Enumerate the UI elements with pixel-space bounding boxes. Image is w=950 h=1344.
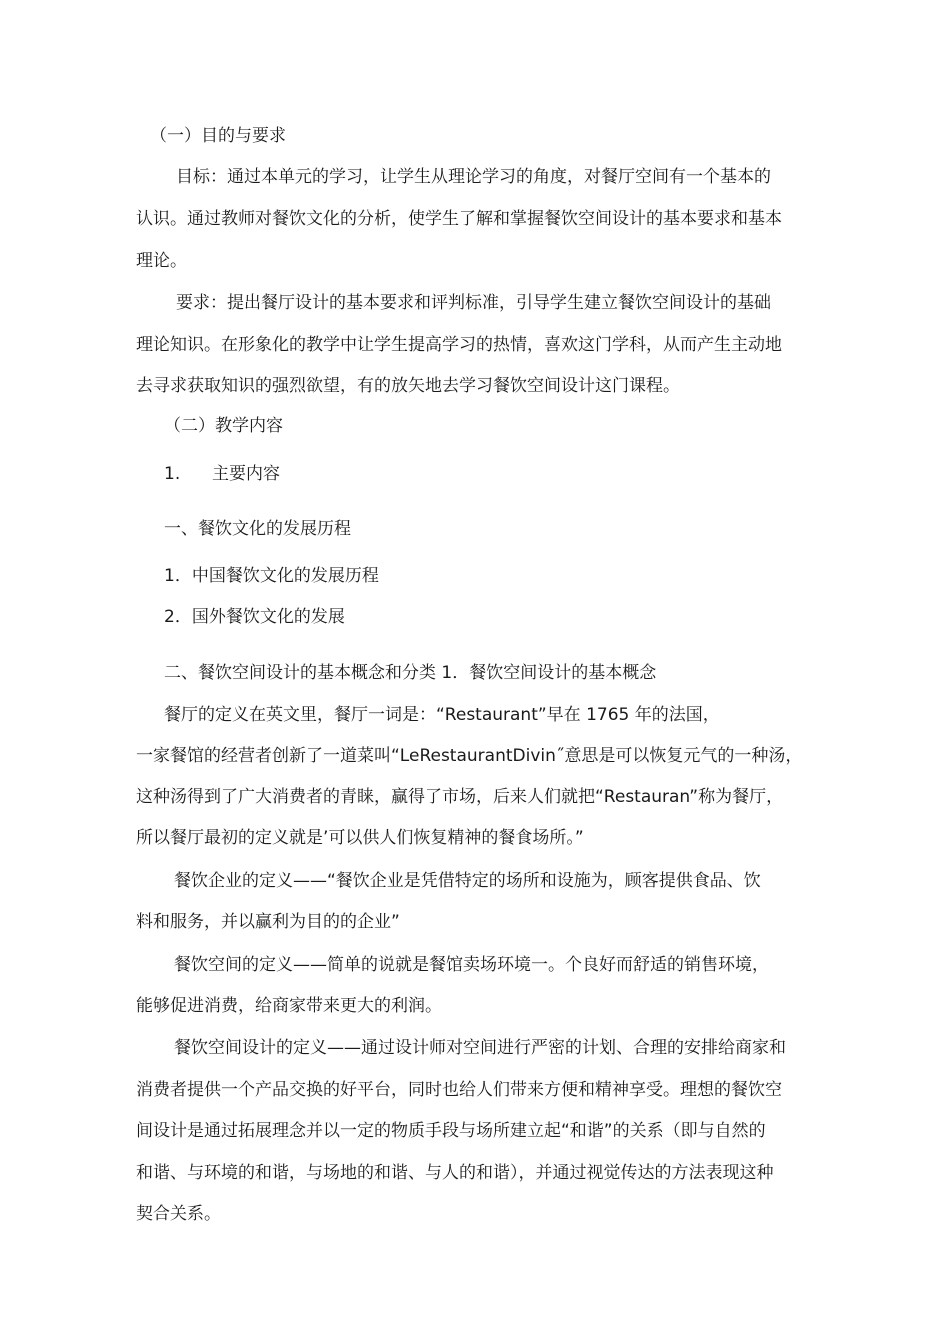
space-definition-line: 能够促进消费，给商家带来更大的利润。 <box>136 996 442 1016</box>
enterprise-definition-line: 料和服务，并以赢利为目的的企业” <box>136 912 400 932</box>
topic-heading: 二、餐饮空间设计的基本概念和分类 1．餐饮空间设计的基本概念 <box>164 663 657 683</box>
design-definition-line: 和谐、与环境的和谐，与场地的和谐、与人的和谐），并通过视觉传达的方法表现这种 <box>136 1163 774 1183</box>
topic-subitem: 1．中国餐饮文化的发展历程 <box>164 566 379 586</box>
design-definition-line: 餐饮空间设计的定义——通过设计师对空间进行严密的计划、合理的安排给商家和 <box>174 1038 786 1058</box>
design-definition-line: 间设计是通过拓展理念并以一定的物质手段与场所建立起“和谐”的关系（即与自然的 <box>136 1121 766 1141</box>
restaurant-definition-line: 这种汤得到了广大消费者的青睐，赢得了市场，后来人们就把“Restauran”称为餐厅， <box>136 787 784 807</box>
space-definition-line: 餐饮空间的定义——简单的说就是餐馆卖场环境一。个良好而舒适的销售环境， <box>174 955 769 975</box>
goal-paragraph-line: 目标：通过本单元的学习，让学生从理论学习的角度，对餐厅空间有一个基本的 <box>176 167 771 187</box>
section-heading-purpose: （一）目的与要求 <box>150 126 286 146</box>
section-heading-content: （二）教学内容 <box>164 416 283 436</box>
goal-paragraph-line: 理论。 <box>136 251 187 271</box>
goal-paragraph-line: 认识。通过教师对餐饮文化的分析，使学生了解和掌握餐饮空间设计的基本要求和基本 <box>136 209 782 229</box>
requirement-paragraph-line: 理论知识。在形象化的教学中让学生提高学习的热情，喜欢这门学科，从而产生主动地 <box>136 335 782 355</box>
topic-subitem: 2．国外餐饮文化的发展 <box>164 607 345 627</box>
main-content-number: 1. <box>164 464 181 484</box>
restaurant-definition-line: 一家餐馆的经营者创新了一道菜叫“LeRestaurantDivin˝意思是可以恢复元气的一种汤， <box>136 746 803 766</box>
restaurant-definition-line: 餐厅的定义在英文里，餐厅一词是：“Restaurant”早在 1765 年的法国， <box>164 705 720 725</box>
requirement-paragraph-line: 去寻求获取知识的强烈欲望，有的放矢地去学习餐饮空间设计这门课程。 <box>136 376 680 396</box>
design-definition-line: 消费者提供一个产品交换的好平台，同时也给人们带来方便和精神享受。理想的餐饮空 <box>136 1080 782 1100</box>
design-definition-line: 契合关系。 <box>136 1204 221 1224</box>
requirement-paragraph-line: 要求：提出餐厅设计的基本要求和评判标准，引导学生建立餐饮空间设计的基础 <box>176 293 771 313</box>
enterprise-definition-line: 餐饮企业的定义——“餐饮企业是凭借特定的场所和设施为，顾客提供食品、饮 <box>174 871 761 891</box>
topic-heading: 一、餐饮文化的发展历程 <box>164 519 351 539</box>
main-content-label: 主要内容 <box>212 464 280 484</box>
restaurant-definition-line: 所以餐厅最初的定义就是’可以供人们恢复精神的餐食场所。” <box>136 828 584 848</box>
